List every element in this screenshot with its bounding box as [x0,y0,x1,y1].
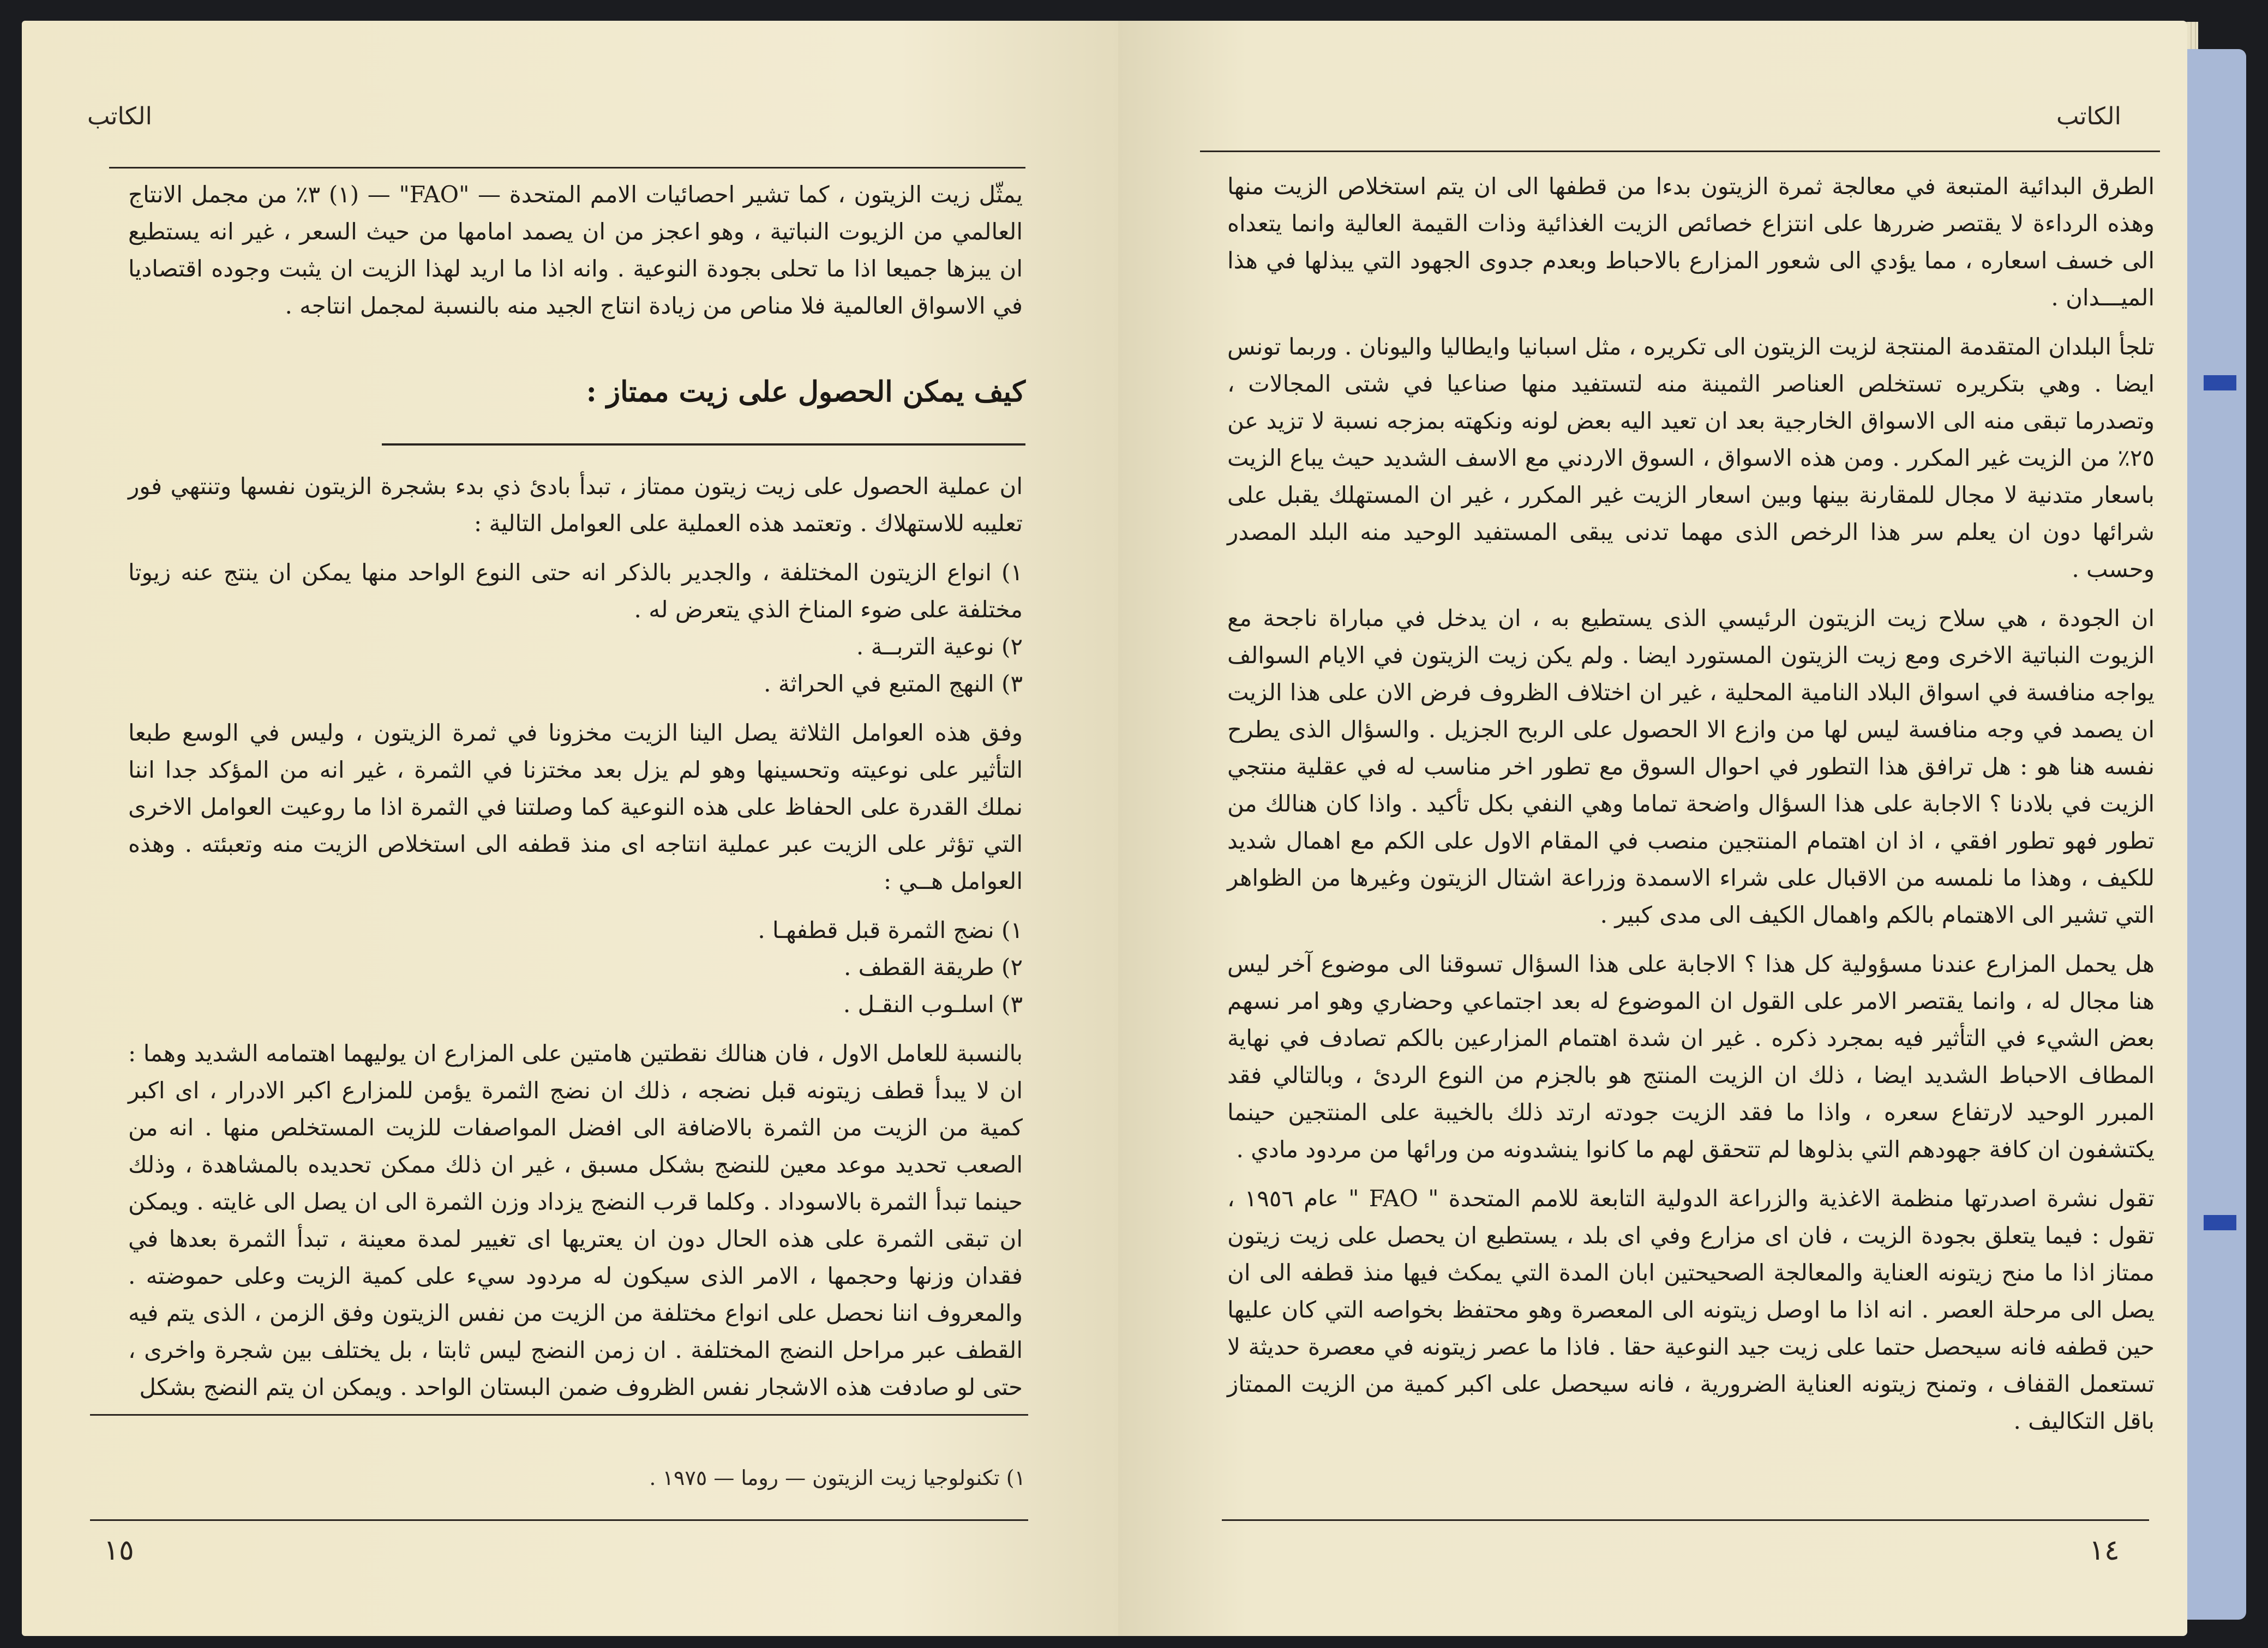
running-head: الكاتب [87,103,152,130]
body-paragraph: وفق هذه العوامل الثلاثة يصل الينا الزيت مخزونا في ثمرة الزيتون ، وليس في الوسع طبعا التأثير على نوعيته وتحسينها وهو لم يزل بعد مختزنا في الثمرة ، غير انه من المؤكد جدا اننا نملك القدرة على الحفاظ على هذه النوعية كما وصلتنا في الثمرة اذا ما روعيت العوامل الاخرى التي تؤثر على الزيت عبر عملية انتاجه اى منذ قطفه الى استخلاص الزيت منه وتعبئته . وهذه العوامل هــي : [128,719,1023,894]
body-paragraph: ان عملية الحصول على زيت زيتون ممتاز ، تبدأ بادئ ذي بدء بشجرة الزيتون نفسها وتنتهي فور تعليبه للاستهلاك . وتعتمد هذه العملية على العوامل التالية : [128,473,1023,537]
body-paragraph: تقول نشرة اصدرتها منظمة الاغذية والزراعة الدولية التابعة للامم المتحدة " FAO " عام ١٩٥٦ ، تقول : فيما يتعلق بجودة الزيت ، فان اى مزارع وفي اى بلد ، يستطيع ان يحصل على زيت زيتون ممتاز اذا ما منح زيتونه العناية والمعالجة الصحيحتين ابان المدة التي يمكث فيها منذ قطفه الى ان يصل الى مرحلة العصر . انه اذا ما اوصل زيتونه الى المعصرة وهو محتفظ بخواصه التي كان عليها حين قطفه فانه سيحصل حتما على زيت جيد النوعية حقا . فاذا ما عصر زيتونه في معصرة حديثة لا تستعمل القفاف ، وتمنح زيتونه العناية الضرورية ، فانه سيحصل على اكبر كمية من الزيت الممتاز باقل التكاليف . [1227,1185,2155,1434]
blue-tab-marker [2204,375,2236,390]
list-item: ٢) طريقة القطف . [843,954,1023,981]
left-intro [128,176,1023,336]
heading-rule [382,443,1025,446]
body-paragraph: هل يحمل المزارع عندنا مسؤولية كل هذا ؟ الاجابة على هذا السؤال تسوقنا الى موضوع آخر ليس هنا مجال له ، وانما يقتصر الامر على القول ان الموضوع له بعد اجتماعي وحضاري وهو امر نسهم بعض الشيء في التأثير فيه بمجرد ذكره . غير ان شدة اهتمام المزارعين بالكم تصادف في نهاية المطاف الاحباط الشديد ايضا ، ذلك ان الزيت المنتج هو بالجزم من النوع الردئ ، وبالتالي فقد المبرر الوحيد لارتفاع سعره ، واذا ما فقد الزيت جودته ارتد ذلك بالخيبة على المنتجين حينما يكتشفون ان كافة جهودهم التي بذلوها لم تتحقق لهم ما كانوا ينشدونه من ورائها من مردود مادي . [1227,951,2155,1163]
list-item: ١) نضج الثمرة قبل قطفهـا . [758,917,1023,943]
blue-cover-edge [2182,49,2246,1620]
body-paragraph: الطرق البدائية المتبعة في معالجة ثمرة الزيتون بدءا من قطفها الى ان يتم استخلاص الزيت منها وهذه الرداءة لا يقتصر ضررها على انتزاع خصائص الزيت الغذائية وذات القيمة العالية وانما يتعداه الى خسف اسعاره ، مما يؤدي الى شعور المزارع بالاحباط وبعدم جدوى الجهود التي يبذلها في هذا الميـــدان . [1227,173,2155,311]
list-item: ٢) نوعية التربــة . [856,633,1023,660]
right-body [1227,168,2155,1452]
header-rule [109,167,1025,169]
page-number: ١٥ [104,1534,134,1567]
footer-rule [1222,1519,2149,1521]
running-head: الكاتب [2056,103,2121,130]
intro-paragraph: يمثّل زيت الزيتون ، كما تشير احصائيات الامم المتحدة — "FAO" — (١) ٣٪ من مجمل الانتاج العالمي من الزيوت النباتية ، وهو اعجز من ان يصمد امامها من حيث السعر ، غير انه يستطيع ان يبزها جميعا اذا ما تحلى بجودة النوعية . وانه اذا ما اريد لهذا الزيت ان يثبت وجوده اقتصاديا في الاسواق العالمية فلا مناص من زيادة انتاج الجيد منه بالنسبة لمجمل انتاجه . [128,181,1023,319]
blue-tab-marker [2204,1215,2236,1230]
body-paragraph: ان الجودة ، هي سلاح زيت الزيتون الرئيسي الذى يستطيع به ، ان يدخل في مباراة ناجحة مع الزيوت النباتية الاخرى ومع زيت الزيتون المستورد ايضا . ولم يكن زيت الزيتون في الايام السوالف يواجه منافسة في اسواق البلاد النامية المحلية ، غير ان اختلاف الظروف فرض الان على هذا الزيت ان يصمد في وجه منافسة ليس لها من وازع الا الحصول على الربح الجزيل . والسؤال الذى يطرح نفسه هنا هو : هل ترافق هذا التطور في احوال السوق مع تطور اخر مناسب له في عقلية منتجي الزيت في بلادنا ؟ الاجابة على هذا السؤال واضحة تماما وهي النفي بكل تأكيد . واذا كان هنالك من تطور فهو تطور افقي ، اذ ان اهتمام المنتجين منصب في المقام الاول على الكم مع اهمال شديد للكيف ، وهذا ما نلمسه من الاقبال على شراء الاسمدة وزراعة اشتال الزيتون وغيرها من الظواهر التي تشير الى الاهتمام بالكم واهمال الكيف الى مدى كبير . [1227,605,2155,928]
page-number: ١٤ [2089,1534,2120,1567]
factors-list [128,554,1023,702]
list-item: ٣) اسلـوب النقـل . [843,991,1023,1018]
header-rule [1200,151,2160,152]
left-page [22,21,1118,1636]
factors-list-2 [128,912,1023,1023]
section-heading: كيف يمكن الحصول على زيت ممتاز : [586,375,1025,408]
body-paragraph: بالنسبة للعامل الاول ، فان هنالك نقطتين هامتين على المزارع ان يوليهما اهتمامه الشديد وهما : ان لا يبدأ قطف زيتونه قبل نضجه ، ذلك ان نضج الثمرة يؤمن للمزارع اكبر الادرار ، اى اكبر كمية من الزيت من الثمرة بالاضافة الى افضل المواصفات للزيت المستخلص منها . انه من الصعب تحديد موعد معين للنضج بشكل مسبق ، غير ان ذلك ممكن تحديده بالمشاهدة ، وذلك حينما تبدأ الثمرة بالاسوداد . وكلما قرب النضج يزداد وزن الثمرة الى ان يصل الى غايته . ويمكن ان تبقى الثمرة على هذه الحال دون ان يعتريها اى تغيير لمدة معينة ، تبدأ الثمرة بعدها في فقدان وزنها وحجمها ، الامر الذى سيكون له مردود سيء على كمية الزيت وعلى حموضته . والمعروف اننا نحصل على انواع مختلفة من الزيت من نفس الزيتون وفق الزمن ، الذى يتم فيه القطف عبر مراحل النضج المختلفة . ان زمن النضج ليس ثابتا ، بل يختلف بين شجرة واخرى ، حتى لو صادفت هذه الاشجار نفس الظروف ضمن البستان الواحد . ويمكن ان يتم النضج بشكل [128,1040,1023,1400]
footer-rule [90,1519,1028,1521]
list-item: ١) انواع الزيتون المختلفة ، والجدير بالذكر انه حتى النوع الواحد منها يمكن ان ينتج عنه زيوتا مختلفة على ضوء المناخ الذي يتعرض له . [128,559,1023,623]
footnote: ١) تكنولوجيا زيت الزيتون — روما — ١٩٧٥ . [649,1466,1025,1490]
left-body [128,468,1023,1418]
body-paragraph: تلجأ البلدان المتقدمة المنتجة لزيت الزيتون الى تكريره ، مثل اسبانيا وايطاليا واليونان . وربما تونس ايضا . وهي بتكريره تستخلص العناصر الثمينة منه لتستفيد منها صناعيا في شتى المجالات ، وتصدرما تبقى منه الى الاسواق الخارجية بعد ان تعيد اليه بعض لونه ونكهته بمزجه نسبة لا تزيد عن ٢٥٪ من الزيت غير المكرر . ومن هذه الاسواق ، السوق الاردني مع الاسف الشديد حيث يباع الزيت باسعار متدنية لا مجال للمقارنة بينها وبين اسعار الزيت غير المكرر ، غير ان المستهلك يقبل على شرائها دون ان يعلم سر هذا الرخص الذى مهما تدنى يبقى المستفيد الوحيد منه البلد المصدر وحسب . [1227,333,2155,582]
footnote-rule [90,1414,1028,1416]
right-page [1118,21,2187,1636]
list-item: ٣) النهج المتبع في الحراثة . [764,670,1023,697]
